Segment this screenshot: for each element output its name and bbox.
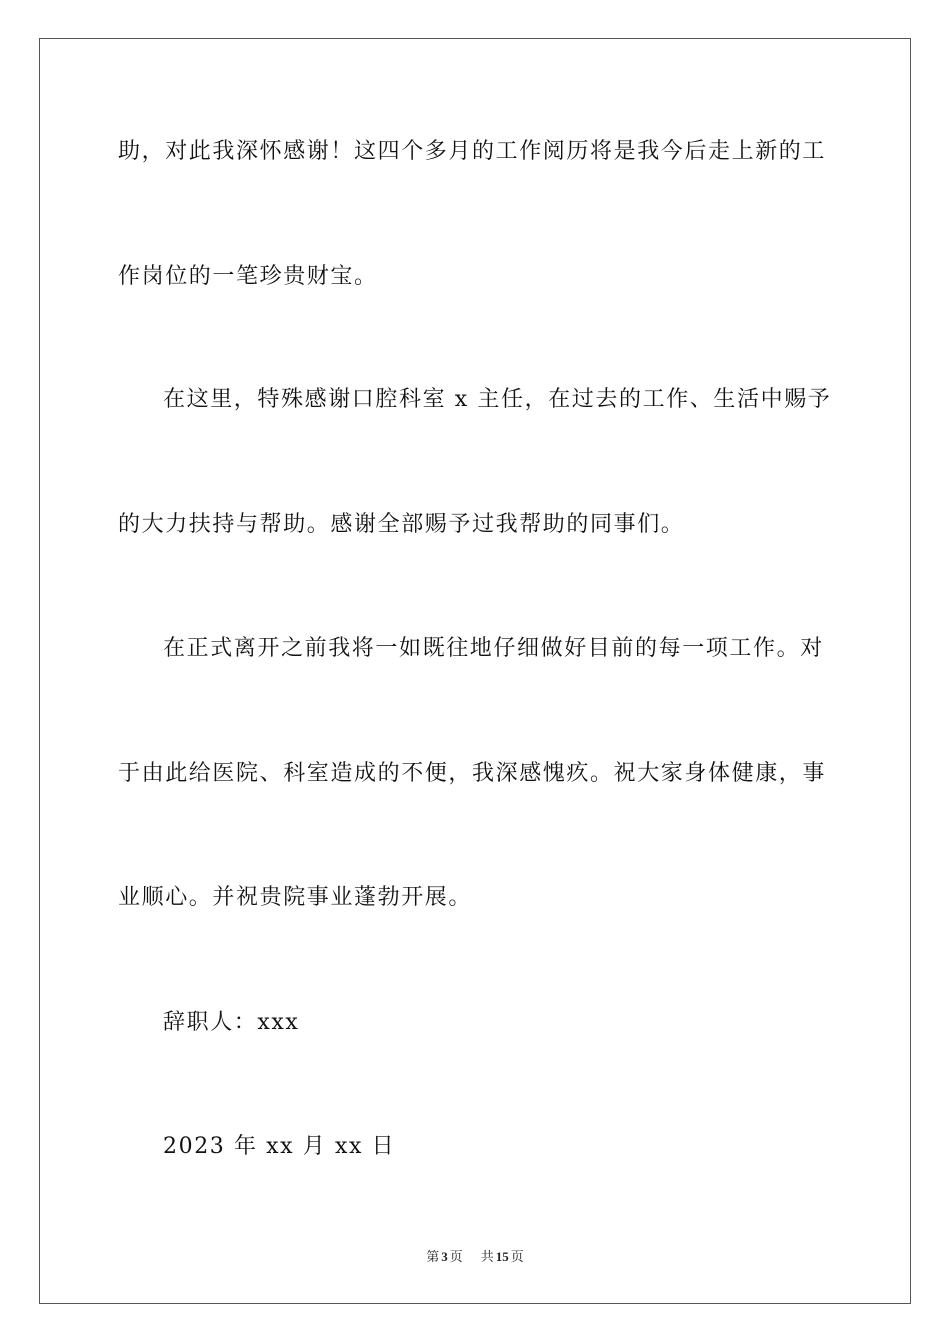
body-line-4: 的大力扶持与帮助。感谢全部赐予过我帮助的同事们。 <box>118 512 685 537</box>
body-line-5: 在正式离开之前我将一如既往地仔细做好目前的每一项工作。对 <box>163 636 824 661</box>
footer-page-prefix: 第 <box>426 1250 440 1265</box>
date-line: 2023 年 xx 月 xx 日 <box>163 1134 396 1159</box>
footer-total-prefix: 共 <box>480 1250 494 1265</box>
page-frame <box>39 38 911 1304</box>
footer-page-current: 3 <box>441 1249 448 1264</box>
body-line-7: 业顺心。并祝贵院事业蓬勃开展。 <box>118 885 473 910</box>
body-line-6: 于由此给医院、科室造成的不便，我深感愧疚。祝大家身体健康，事 <box>118 761 827 786</box>
signature-line: 辞职人：xxx <box>163 1010 300 1035</box>
footer-page-total: 15 <box>495 1249 509 1264</box>
body-line-3: 在这里，特殊感谢口腔科室 x 主任，在过去的工作、生活中赐予 <box>163 387 832 412</box>
page-footer <box>0 1248 950 1267</box>
footer-total-suffix: 页 <box>510 1250 524 1265</box>
body-line-2: 作岗位的一笔珍贵财宝。 <box>118 264 378 289</box>
footer-page-suffix: 页 <box>449 1250 463 1265</box>
body-line-1: 助，对此我深怀感谢！这四个多月的工作阅历将是我今后走上新的工 <box>118 139 827 164</box>
